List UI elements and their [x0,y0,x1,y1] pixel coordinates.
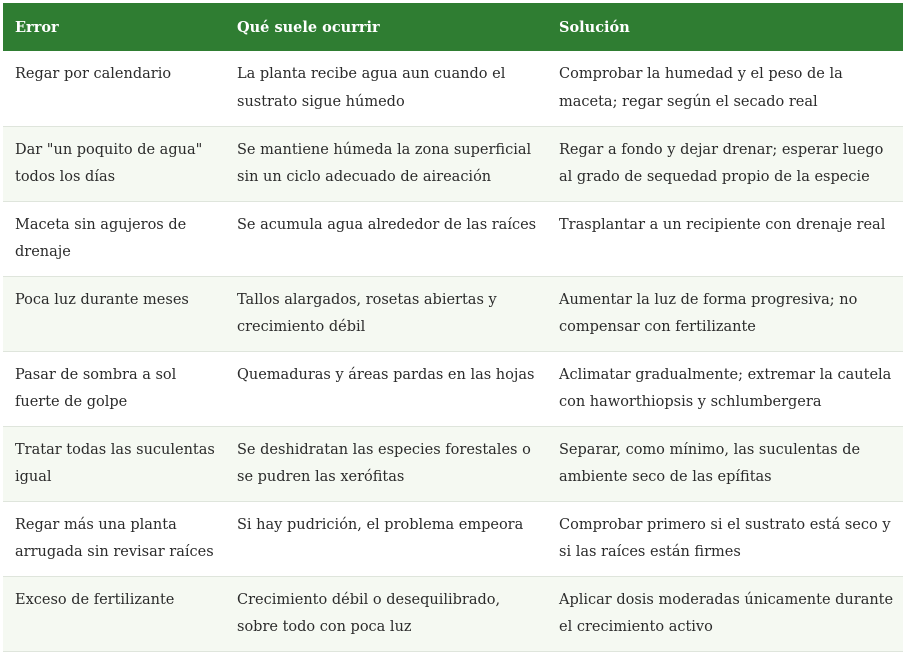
header-error: Error [15,18,59,36]
cell-que-suele-ocurrir: Tallos alargados, rosetas abiertas y crecimiento débil [237,291,497,335]
table-row [3,501,903,576]
table-row [3,201,903,276]
table-body [3,51,903,651]
errors-table [3,3,903,652]
table-row [3,51,903,126]
cell-solucion: Comprobar la humedad y el peso de la maceta; regar según el secado real [559,66,843,110]
cell-que-suele-ocurrir: Se acumula agua alrededor de las raíces [237,216,537,233]
cell-solucion: Separar, como mínimo, las suculentas de ambiente seco de las epífitas [559,441,861,485]
table-row [3,351,903,426]
cell-que-suele-ocurrir: La planta recibe agua aun cuando el sustrato sigue húmedo [237,66,506,110]
cell-error: Exceso de fertilizante [15,591,175,608]
cell-error: Pasar de sombra a sol fuerte de golpe [15,366,177,410]
errors-table-container [3,3,903,652]
cell-solucion: Trasplantar a un recipiente con drenaje real [559,216,886,233]
table-row [3,126,903,201]
cell-solucion: Aplicar dosis moderadas únicamente durante el crecimiento activo [559,591,894,635]
table-row [3,576,903,651]
header-solucion: Solución [559,18,630,36]
cell-que-suele-ocurrir: Se mantiene húmeda la zona superficial sin un ciclo adecuado de aireación [237,141,532,185]
header-que-suele-ocurrir: Qué suele ocurrir [237,18,380,36]
cell-que-suele-ocurrir: Si hay pudrición, el problema empeora [237,516,524,533]
cell-error: Regar por calendario [15,66,172,82]
cell-solucion: Aumentar la luz de forma progresiva; no compensar con fertilizante [559,291,858,335]
header-row [3,3,903,51]
cell-error: Poca luz durante meses [15,291,189,308]
table-row [3,426,903,501]
cell-error: Regar más una planta arrugada sin revisar raíces [15,516,214,560]
cell-solucion: Comprobar primero si el sustrato está seco y si las raíces están firmes [559,516,891,560]
cell-que-suele-ocurrir: Quemaduras y áreas pardas en las hojas [237,366,535,383]
cell-solucion: Aclimatar gradualmente; extremar la cautela con haworthiopsis y schlumbergera [559,366,892,410]
cell-error: Maceta sin agujeros de drenaje [15,216,187,260]
table-row [3,276,903,351]
cell-solucion: Regar a fondo y dejar drenar; esperar luego al grado de sequedad propio de la especie [559,141,884,185]
cell-que-suele-ocurrir: Se deshidratan las especies forestales o se pudren las xerófitas [237,441,531,485]
table-header [3,3,903,51]
cell-error: Tratar todas las suculentas igual [15,441,215,485]
cell-error: Dar "un poquito de agua" todos los días [15,141,203,185]
cell-que-suele-ocurrir: Crecimiento débil o desequilibrado, sobre todo con poca luz [237,591,501,635]
